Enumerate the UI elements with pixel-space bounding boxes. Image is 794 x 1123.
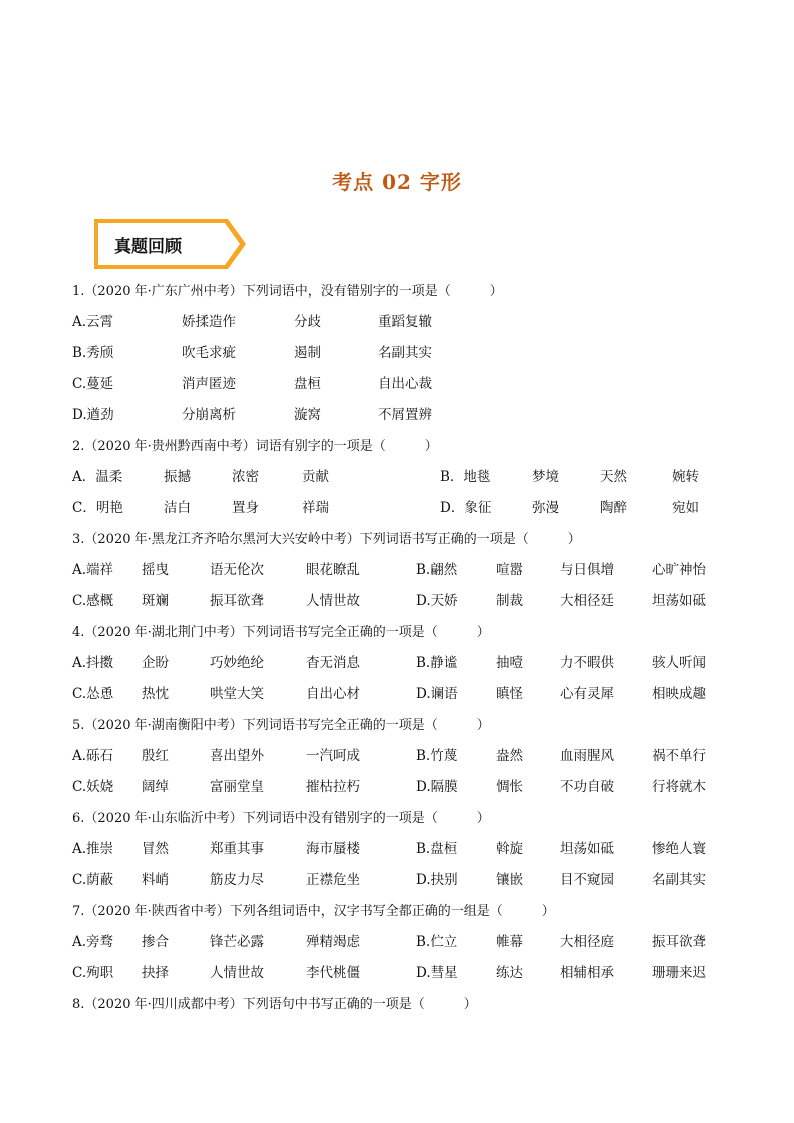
- option-row: [72, 741, 752, 772]
- option-label-word: D.抉别: [416, 872, 458, 888]
- option-word: 惆怅: [496, 779, 523, 795]
- option-word: 坦荡如砥: [560, 841, 614, 857]
- option-word: 郑重其事: [210, 841, 264, 857]
- option-label-word: D.彗星: [416, 965, 458, 981]
- section-label: 真题回顾: [114, 237, 182, 257]
- question-stem: 7.（2020 年·陕西省中考）下列各组词语中，汉字书写全都正确的一组是（ ）: [72, 904, 555, 919]
- option-word: 婉转: [672, 469, 699, 485]
- option-word: 振撼: [164, 469, 191, 485]
- option-label-word: A.推崇: [72, 841, 114, 857]
- section-banner: [94, 219, 246, 269]
- option-word: 喜出望外: [210, 748, 264, 764]
- option-word: 天然: [600, 469, 627, 485]
- option-word: 摧枯拉朽: [306, 779, 360, 795]
- option-label-word: A．温柔: [72, 469, 123, 485]
- option-word: 料峭: [142, 872, 169, 888]
- option-word: 消声匿迹: [182, 376, 236, 392]
- option-word: 不屑置辨: [378, 407, 432, 423]
- option-label-word: C.荫蔽: [72, 872, 114, 888]
- option-label-word: B.静谧: [416, 655, 458, 671]
- option-word: 自出心材: [306, 686, 360, 702]
- option-word: 目不窥园: [560, 872, 614, 888]
- option-word: 浓密: [232, 469, 259, 485]
- option-word: 海市蜃楼: [306, 841, 360, 857]
- option-word: 斑斓: [142, 593, 169, 609]
- option-word: 吹毛求疵: [182, 345, 236, 361]
- option-label-word: C.蔓延: [72, 376, 114, 392]
- option-word: 斡旋: [496, 841, 523, 857]
- option-row: [72, 586, 752, 617]
- option-label-word: C．明艳: [72, 500, 123, 516]
- option-word: 分崩离析: [182, 407, 236, 423]
- option-word: 练达: [496, 965, 523, 981]
- option-word: 李代桃僵: [306, 965, 360, 981]
- option-word: 人情世故: [306, 593, 360, 609]
- option-label-word: B.伫立: [416, 934, 458, 950]
- option-word: 自出心裁: [378, 376, 432, 392]
- option-word: 梦境: [532, 469, 559, 485]
- option-word: 与日俱增: [560, 562, 614, 578]
- option-word: 贡献: [302, 469, 329, 485]
- option-word: 热忱: [142, 686, 169, 702]
- option-word: 喧嚣: [496, 562, 523, 578]
- option-word: 殚精竭虑: [306, 934, 360, 950]
- question-stem: 8.（2020 年·四川成都中考）下列语句中书写正确的一项是（ ）: [72, 997, 477, 1012]
- option-word: 冒然: [142, 841, 169, 857]
- option-word: 筋皮力尽: [210, 872, 264, 888]
- option-label-word: D.谰语: [416, 686, 458, 702]
- option-word: 哄堂大笑: [210, 686, 264, 702]
- option-label-word: D.天娇: [416, 593, 458, 609]
- option-word: 不功自破: [560, 779, 614, 795]
- option-word: 人情世故: [210, 965, 264, 981]
- option-word: 遏制: [294, 345, 321, 361]
- page-title: 考点 02 字形: [332, 170, 462, 194]
- option-word: 振耳欲聋: [652, 934, 706, 950]
- option-label-word: C.妖娆: [72, 779, 114, 795]
- option-word: 惨绝人寰: [652, 841, 706, 857]
- option-label-word: B.翩然: [416, 562, 458, 578]
- option-word: 行将就木: [652, 779, 706, 795]
- option-word: 血雨腥风: [560, 748, 614, 764]
- option-row: [72, 307, 752, 338]
- option-word: 大相径廷: [560, 593, 614, 609]
- option-word: 漩窝: [294, 407, 321, 423]
- option-word: 摇曳: [142, 562, 169, 578]
- option-word: 锋芒必露: [210, 934, 264, 950]
- option-label-word: C.殉职: [72, 965, 114, 981]
- option-word: 祥瑞: [302, 500, 329, 516]
- option-row: [72, 648, 752, 679]
- option-label-word: A.旁骛: [72, 934, 114, 950]
- option-word: 振耳欲聋: [210, 593, 264, 609]
- option-word: 坦荡如砥: [652, 593, 706, 609]
- question-stem: 2.（2020 年·贵州黔西南中考）词语有别字的一项是（ ）: [72, 439, 438, 454]
- option-word: 巧妙绝纶: [210, 655, 264, 671]
- option-word: 杳无消息: [306, 655, 360, 671]
- option-word: 陶醉: [600, 500, 627, 516]
- option-word: 宛如: [672, 500, 699, 516]
- option-word: 盘桓: [294, 376, 321, 392]
- option-word: 一汽呵成: [306, 748, 360, 764]
- question-stem: 6.（2020 年·山东临沂中考）下列词语中没有错别字的一项是（ ）: [72, 811, 490, 826]
- option-word: 殷红: [142, 748, 169, 764]
- question-stem: 3.（2020 年·黑龙江齐齐哈尔黑河大兴安岭中考）下列词语书写正确的一项是（ ）: [72, 532, 581, 547]
- option-word: 分歧: [294, 314, 321, 330]
- option-word: 心旷神怡: [652, 562, 706, 578]
- option-row: [72, 400, 752, 431]
- option-word: 企盼: [142, 655, 169, 671]
- option-word: 娇揉造作: [182, 314, 236, 330]
- option-word: 大相径庭: [560, 934, 614, 950]
- option-row: [72, 555, 752, 586]
- option-word: 正襟危坐: [306, 872, 360, 888]
- option-label-word: A.抖擞: [72, 655, 114, 671]
- option-word: 抉择: [142, 965, 169, 981]
- option-label-word: B．地毯: [440, 469, 491, 485]
- option-label-word: B.秀颀: [72, 345, 114, 361]
- option-word: 阔绰: [142, 779, 169, 795]
- option-word: 洁白: [164, 500, 191, 516]
- option-word: 心有灵犀: [560, 686, 614, 702]
- option-row: [72, 462, 752, 493]
- option-label-word: A.端祥: [72, 562, 114, 578]
- option-word: 抽噎: [496, 655, 523, 671]
- option-row: [72, 927, 752, 958]
- option-label-word: A.云霄: [72, 314, 114, 330]
- option-row: [72, 493, 752, 524]
- option-row: [72, 834, 752, 865]
- option-label-word: D.遒劲: [72, 407, 114, 423]
- option-word: 掺合: [142, 934, 169, 950]
- option-row: [72, 679, 752, 710]
- question-stem: 4.（2020 年·湖北荆门中考）下列词语书写完全正确的一项是（ ）: [72, 625, 490, 640]
- option-label-word: A.砾石: [72, 748, 114, 764]
- option-word: 瞋怪: [496, 686, 523, 702]
- option-label-word: B.盘桓: [416, 841, 458, 857]
- option-label-word: C.怂恿: [72, 686, 114, 702]
- option-label-word: D．象征: [440, 500, 492, 516]
- option-word: 语无伦次: [210, 562, 264, 578]
- option-word: 眼花瞭乱: [306, 562, 360, 578]
- option-word: 置身: [232, 500, 259, 516]
- option-label-word: B.竹蔑: [416, 748, 458, 764]
- option-row: [72, 338, 752, 369]
- question-list: [72, 276, 752, 1020]
- option-word: 祸不单行: [652, 748, 706, 764]
- option-row: [72, 369, 752, 400]
- option-row: [72, 865, 752, 896]
- question-stem: 1.（2020 年·广东广州中考）下列词语中，没有错别字的一项是（ ）: [72, 284, 503, 299]
- option-word: 名副其实: [378, 345, 432, 361]
- option-label-word: D.隔膜: [416, 779, 458, 795]
- option-word: 相映成趣: [652, 686, 706, 702]
- option-row: [72, 958, 752, 989]
- option-word: 镶嵌: [496, 872, 523, 888]
- option-word: 重蹈复辙: [378, 314, 432, 330]
- question-stem: 5.（2020 年·湖南衡阳中考）下列词语书写完全正确的一项是（ ）: [72, 718, 490, 733]
- option-word: 制裁: [496, 593, 523, 609]
- option-word: 富丽堂皇: [210, 779, 264, 795]
- option-word: 弥漫: [532, 500, 559, 516]
- option-word: 相辅相承: [560, 965, 614, 981]
- option-word: 盎然: [496, 748, 523, 764]
- option-word: 珊珊来迟: [652, 965, 706, 981]
- option-word: 骇人听闻: [652, 655, 706, 671]
- option-word: 力不暇供: [560, 655, 614, 671]
- option-word: 帷幕: [496, 934, 523, 950]
- option-word: 名副其实: [652, 872, 706, 888]
- option-row: [72, 772, 752, 803]
- option-label-word: C.感概: [72, 593, 114, 609]
